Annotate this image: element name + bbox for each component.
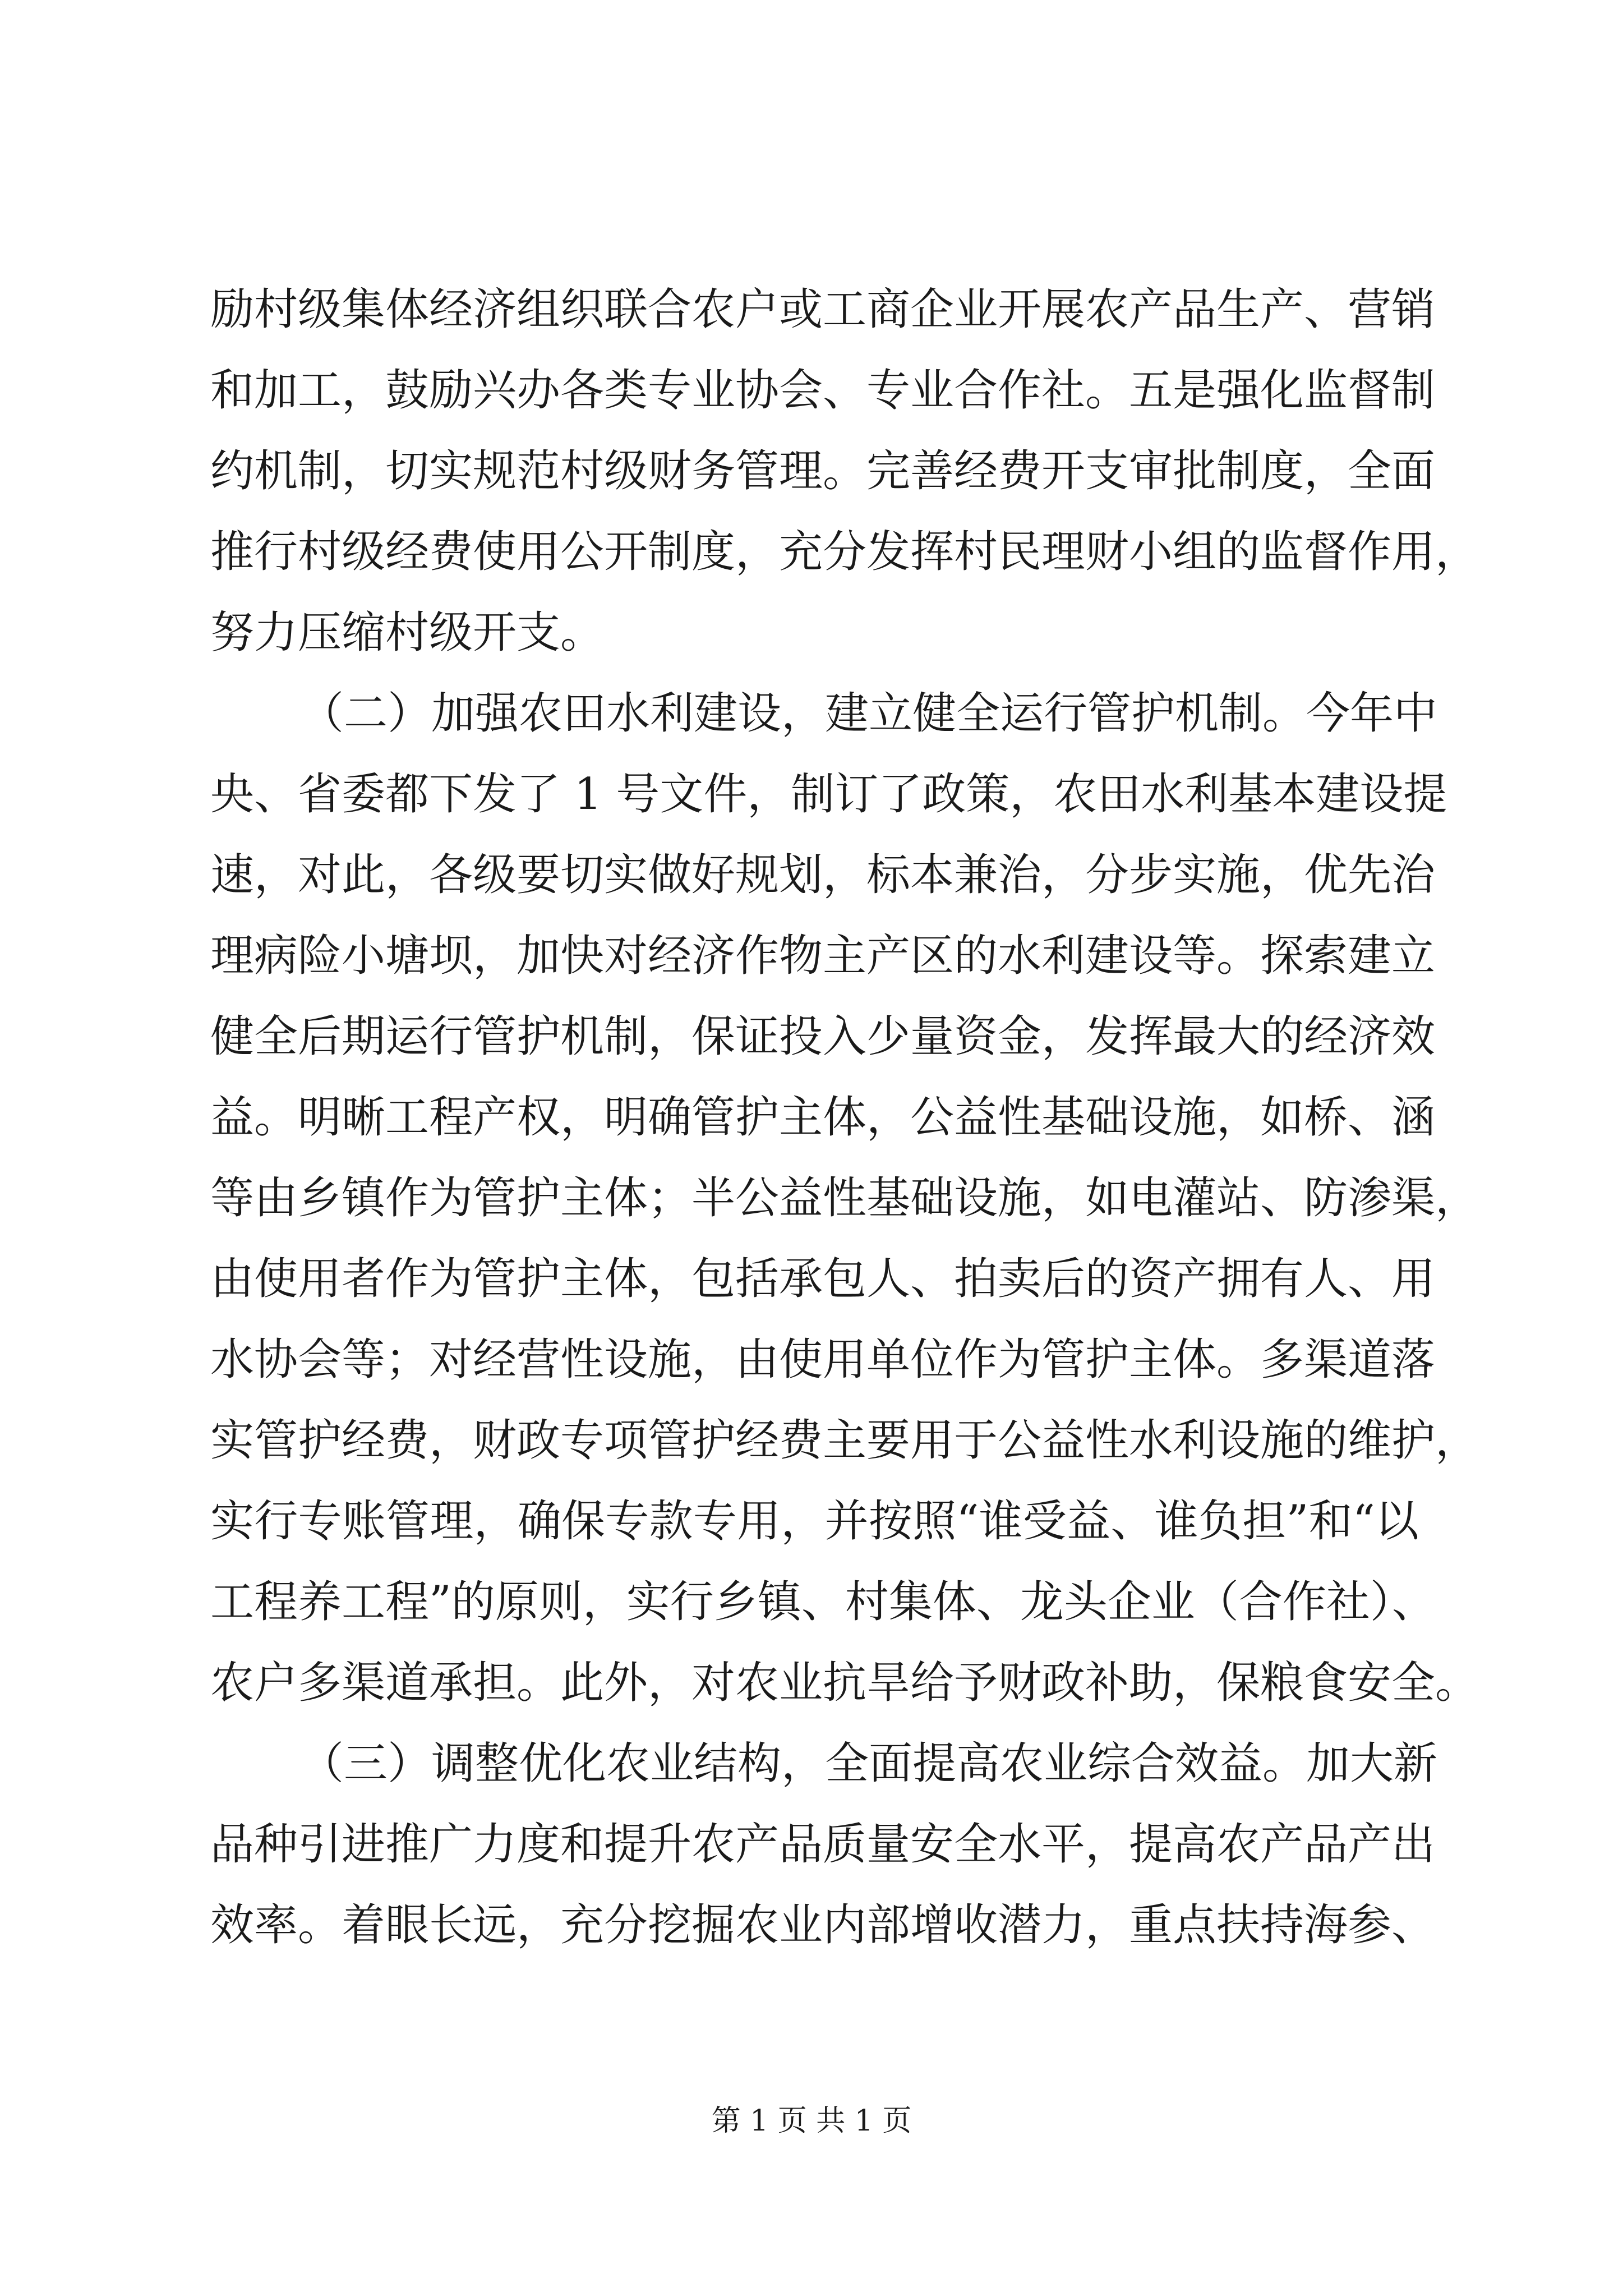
text-line: 励村级集体经济组织联合农户或工商企业开展农产品生产、营销 bbox=[210, 284, 1436, 335]
text-line: 等由乡镇作为管护主体；半公益性基础设施，如电灌站、防渗渠， bbox=[210, 1173, 1479, 1223]
text-line: 益。明晰工程产权，明确管护主体，公益性基础设施，如桥、涵 bbox=[210, 1092, 1436, 1143]
text-line: 效率。着眼长远，充分挖掘农业内部增收潜力，重点扶持海参、 bbox=[210, 1900, 1436, 1950]
text-line: 健全后期运行管护机制，保证投入少量资金，发挥最大的经济效 bbox=[210, 1011, 1436, 1062]
text-line: 约机制，切实规范村级财务管理。完善经费开支审批制度，全面 bbox=[210, 446, 1436, 496]
text-line: 水协会等；对经营性设施，由使用单位作为管护主体。多渠道落 bbox=[210, 1335, 1436, 1385]
text-line: 和加工，鼓励兴办各类专业协会、专业合作社。五是强化监督制 bbox=[210, 365, 1436, 416]
text-line: 推行村级经费使用公开制度，充分发挥村民理财小组的监督作用， bbox=[210, 527, 1479, 577]
document-body bbox=[210, 269, 1479, 1966]
page-number-footer: 第 1 页 共 1 页 bbox=[711, 2104, 912, 2138]
text-line: 实管护经费，财政专项管护经费主要用于公益性水利设施的维护， bbox=[210, 1415, 1479, 1466]
paragraph-start-line: （三）调整优化农业结构，全面提高农业综合效益。加大新 bbox=[300, 1738, 1438, 1789]
text-line: 品种引进推广力度和提升农产品质量安全水平，提高农产品产出 bbox=[210, 1819, 1436, 1870]
text-line: 工程养工程”的原则，实行乡镇、村集体、龙头企业（合作社）、 bbox=[210, 1577, 1436, 1627]
paragraph-start-line: （二）加强农田水利建设，建立健全运行管护机制。今年中 bbox=[300, 688, 1438, 739]
text-line: 实行专账管理，确保专款专用，并按照“谁受益、谁负担”和“以 bbox=[210, 1496, 1419, 1547]
text-line: 速，对此，各级要切实做好规划，标本兼治，分步实施，优先治 bbox=[210, 850, 1436, 900]
text-line: 由使用者作为管护主体，包括承包人、拍卖后的资产拥有人、用 bbox=[210, 1254, 1436, 1304]
text-line: 农户多渠道承担。此外，对农业抗旱给予财政补助，保粮食安全。 bbox=[210, 1658, 1479, 1708]
text-line: 理病险小塘坝，加快对经济作物主产区的水利建设等。探索建立 bbox=[210, 931, 1436, 981]
text-line: 央、省委都下发了 1 号文件，制订了政策，农田水利基本建设提 bbox=[210, 769, 1447, 820]
text-line: 努力压缩村级开支。 bbox=[210, 608, 605, 658]
